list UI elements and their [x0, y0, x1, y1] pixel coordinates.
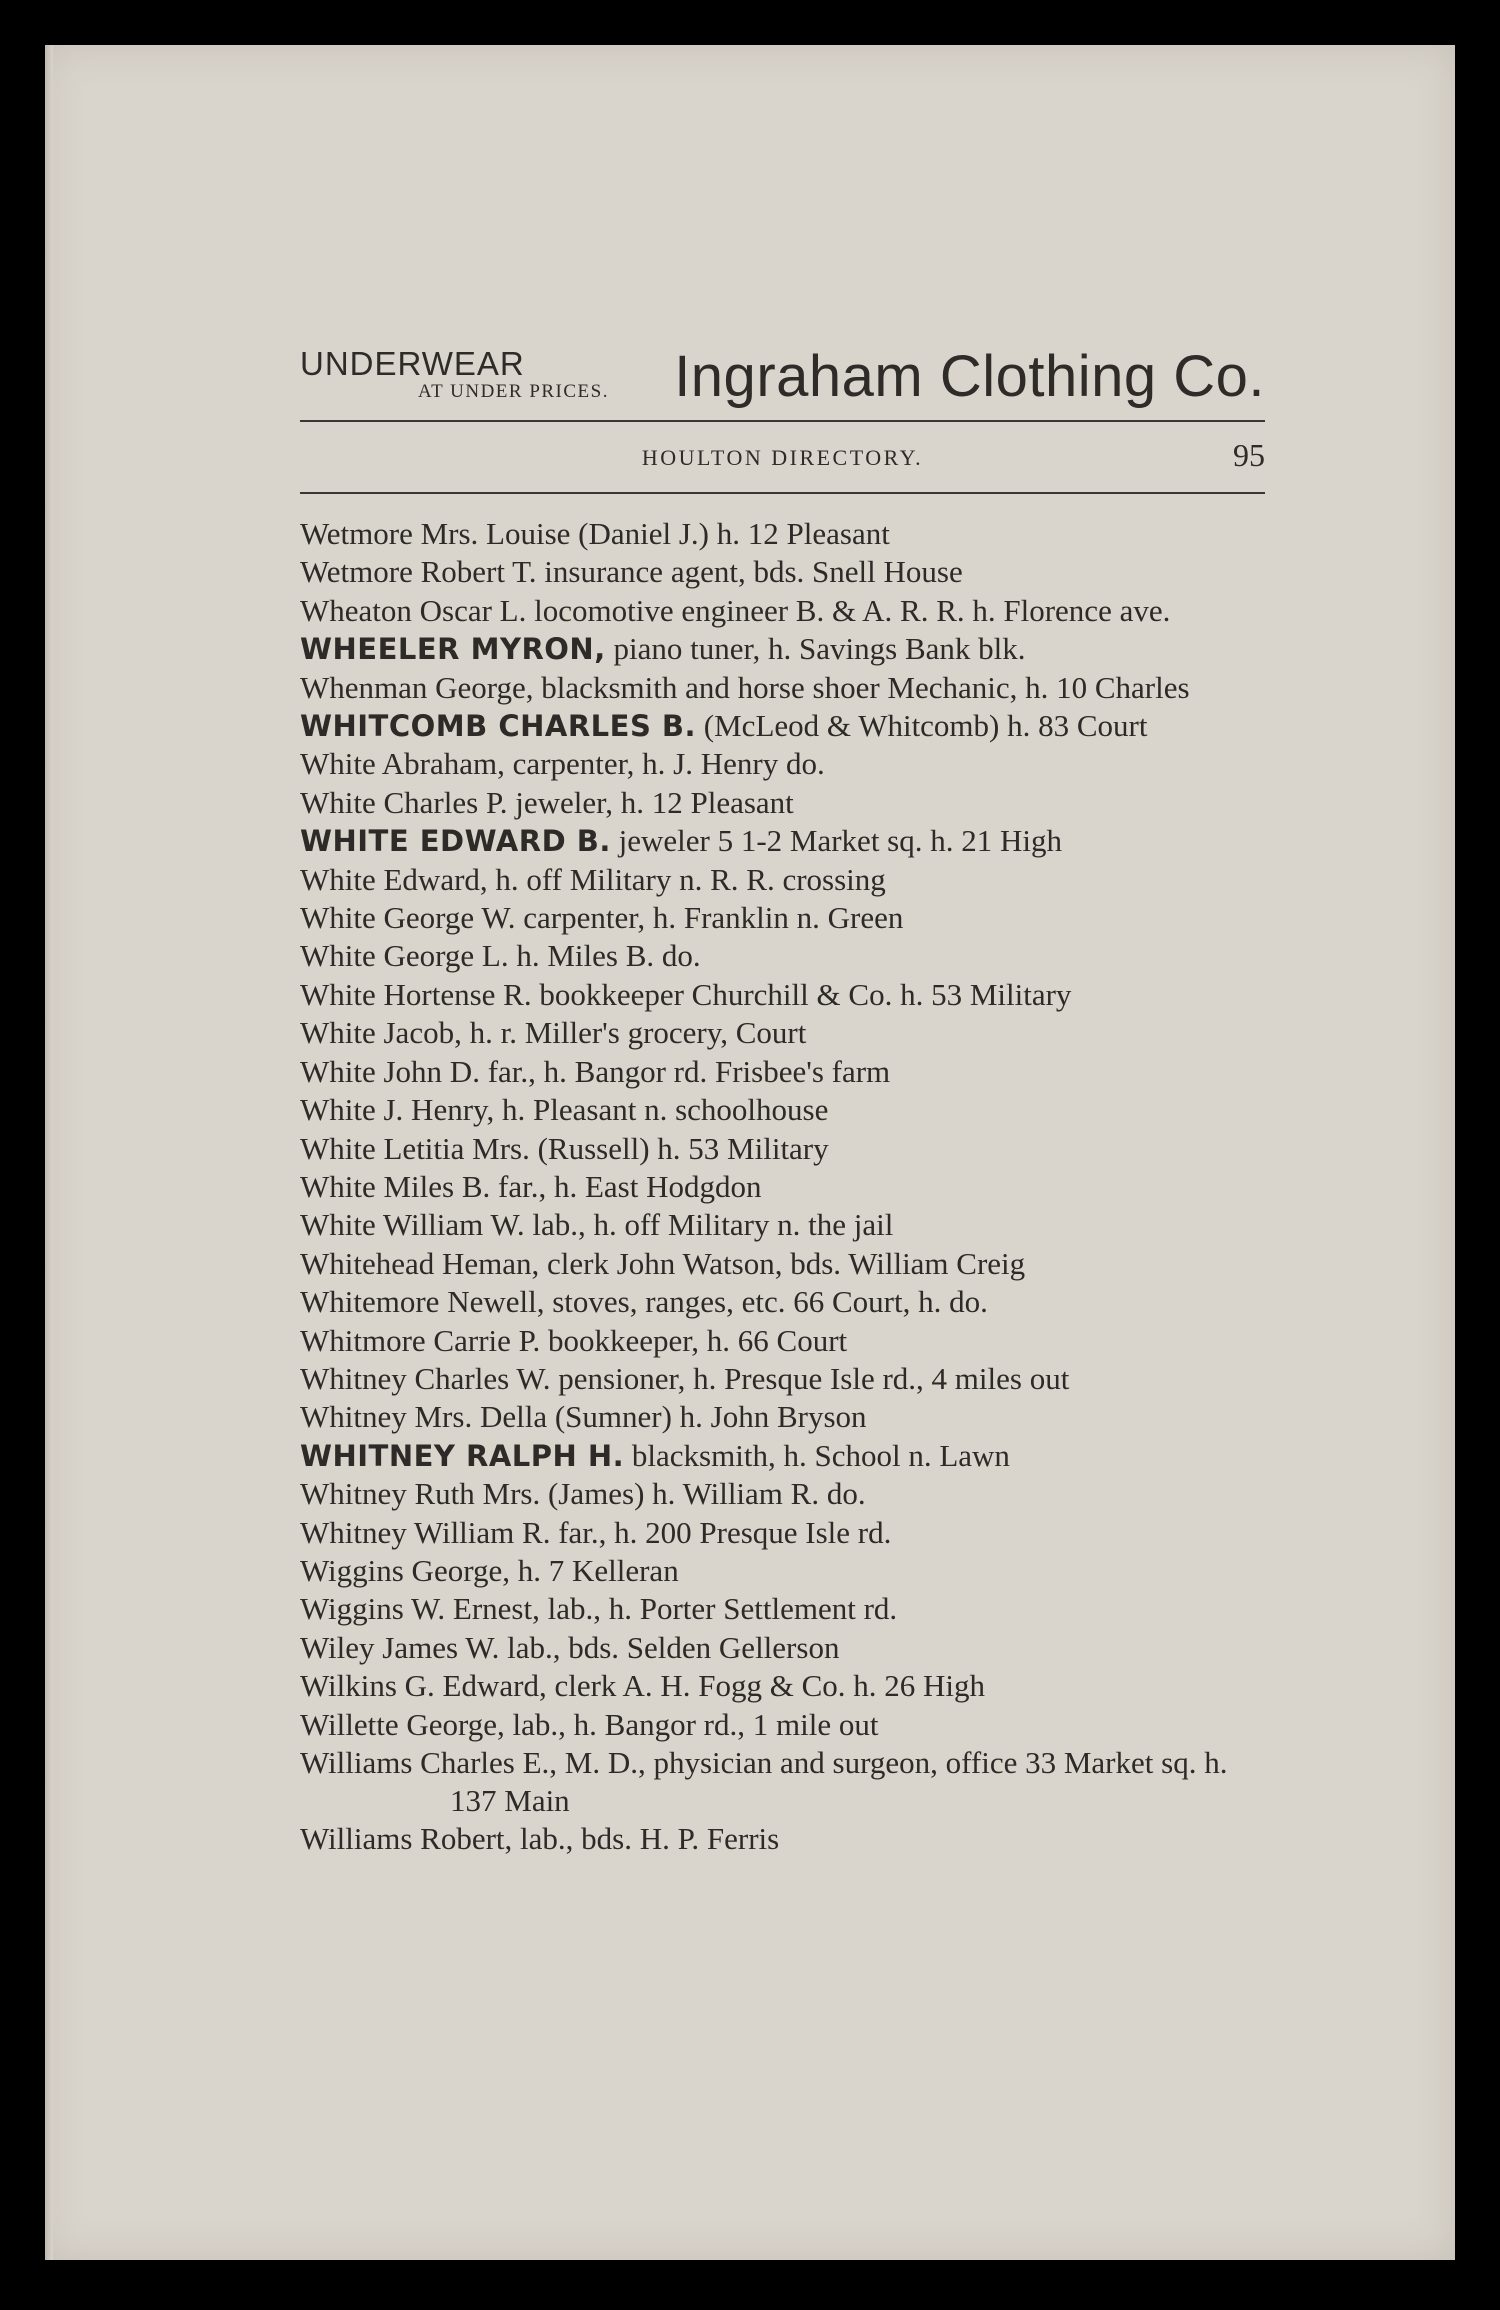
- ad-slogan-line2: AT UNDER PRICES.: [418, 381, 609, 402]
- directory-entry: White Miles B. far., h. East Hodgdon: [300, 1168, 762, 1204]
- directory-entries: [300, 515, 1280, 1858]
- directory-entry: Whitney Mrs. Della (Sumner) h. John Bryson: [300, 1399, 867, 1435]
- directory-entry: Whitney William R. far., h. 200 Presque Isle rd.: [300, 1514, 892, 1550]
- directory-entry: White Jacob, h. r. Miller's grocery, Court: [300, 1015, 807, 1051]
- directory-entry: Wiggins W. Ernest, lab., h. Porter Settlement rd.: [300, 1591, 898, 1627]
- ad-slogan-line1: UNDERWEAR: [300, 345, 525, 382]
- ad-company-name: Ingraham Clothing Co.: [674, 344, 1265, 409]
- directory-entry: Wiley James W. lab., bds. Selden Gellerson: [300, 1629, 840, 1665]
- page-number: 95: [1233, 437, 1265, 473]
- directory-entry: White J. Henry, h. Pleasant n. schoolhouse: [300, 1092, 829, 1128]
- directory-entry: Wetmore Mrs. Louise (Daniel J.) h. 12 Pleasant: [300, 516, 890, 551]
- directory-entry: WHITCOMB CHARLES B. (McLeod & Whitcomb) h. 83 Court: [300, 708, 1148, 744]
- directory-entry: Willette George, lab., h. Bangor rd., 1 mile out: [300, 1706, 879, 1742]
- directory-entry: White John D. far., h. Bangor rd. Frisbee's farm: [300, 1053, 891, 1089]
- directory-entry: Wetmore Robert T. insurance agent, bds. Snell House: [300, 554, 963, 590]
- ad-slogan: [300, 347, 609, 403]
- directory-entry: Whitehead Heman, clerk John Watson, bds. William Creig: [300, 1245, 1026, 1281]
- running-title: HOULTON DIRECTORY.: [641, 445, 924, 470]
- directory-entry: Williams Charles E., M. D., physician and surgeon, office 33 Market sq. h. 137 Main: [300, 1745, 1228, 1819]
- directory-entry: White George L. h. Miles B. do.: [300, 938, 701, 974]
- directory-entry: Whenman George, blacksmith and horse shoer Mechanic, h. 10 Charles: [300, 669, 1190, 705]
- directory-entry: Wilkins G. Edward, clerk A. H. Fogg & Co. h. 26 High: [300, 1668, 986, 1704]
- directory-entry: Whitmore Carrie P. bookkeeper, h. 66 Court: [300, 1322, 848, 1358]
- directory-entry: WHITNEY RALPH H. blacksmith, h. School n. Lawn: [300, 1437, 1010, 1473]
- directory-entry: White Edward, h. off Military n. R. R. crossing: [300, 861, 886, 897]
- directory-entry: Wheaton Oscar L. locomotive engineer B. & A. R. R. h. Florence ave.: [300, 592, 1171, 628]
- directory-entry: Whitemore Newell, stoves, ranges, etc. 66 Court, h. do.: [300, 1284, 988, 1320]
- directory-entry: White Hortense R. bookkeeper Churchill & Co. h. 53 Military: [300, 976, 1072, 1012]
- directory-entry: WHITE EDWARD B. jeweler 5 1-2 Market sq. h. 21 High: [300, 823, 1062, 859]
- directory-entry: White William W. lab., h. off Military n. the jail: [300, 1207, 894, 1243]
- running-head: [300, 437, 1265, 494]
- directory-entry: Williams Robert, lab., bds. H. P. Ferris: [300, 1820, 780, 1856]
- directory-entry: White Charles P. jeweler, h. 12 Pleasant: [300, 784, 794, 820]
- directory-entry: White Letitia Mrs. (Russell) h. 53 Military: [300, 1130, 829, 1166]
- directory-page: [45, 45, 1455, 2260]
- directory-entry: White Abraham, carpenter, h. J. Henry do.: [300, 746, 825, 782]
- directory-entry: WHEELER MYRON, piano tuner, h. Savings Bank blk.: [300, 631, 1026, 667]
- directory-entry: Wiggins George, h. 7 Kelleran: [300, 1552, 679, 1588]
- advertisement-header: [300, 305, 1265, 422]
- directory-entry: Whitney Charles W. pensioner, h. Presque Isle rd., 4 miles out: [300, 1360, 1070, 1396]
- directory-entry: White George W. carpenter, h. Franklin n. Green: [300, 900, 904, 936]
- directory-entry: Whitney Ruth Mrs. (James) h. William R. do.: [300, 1476, 866, 1512]
